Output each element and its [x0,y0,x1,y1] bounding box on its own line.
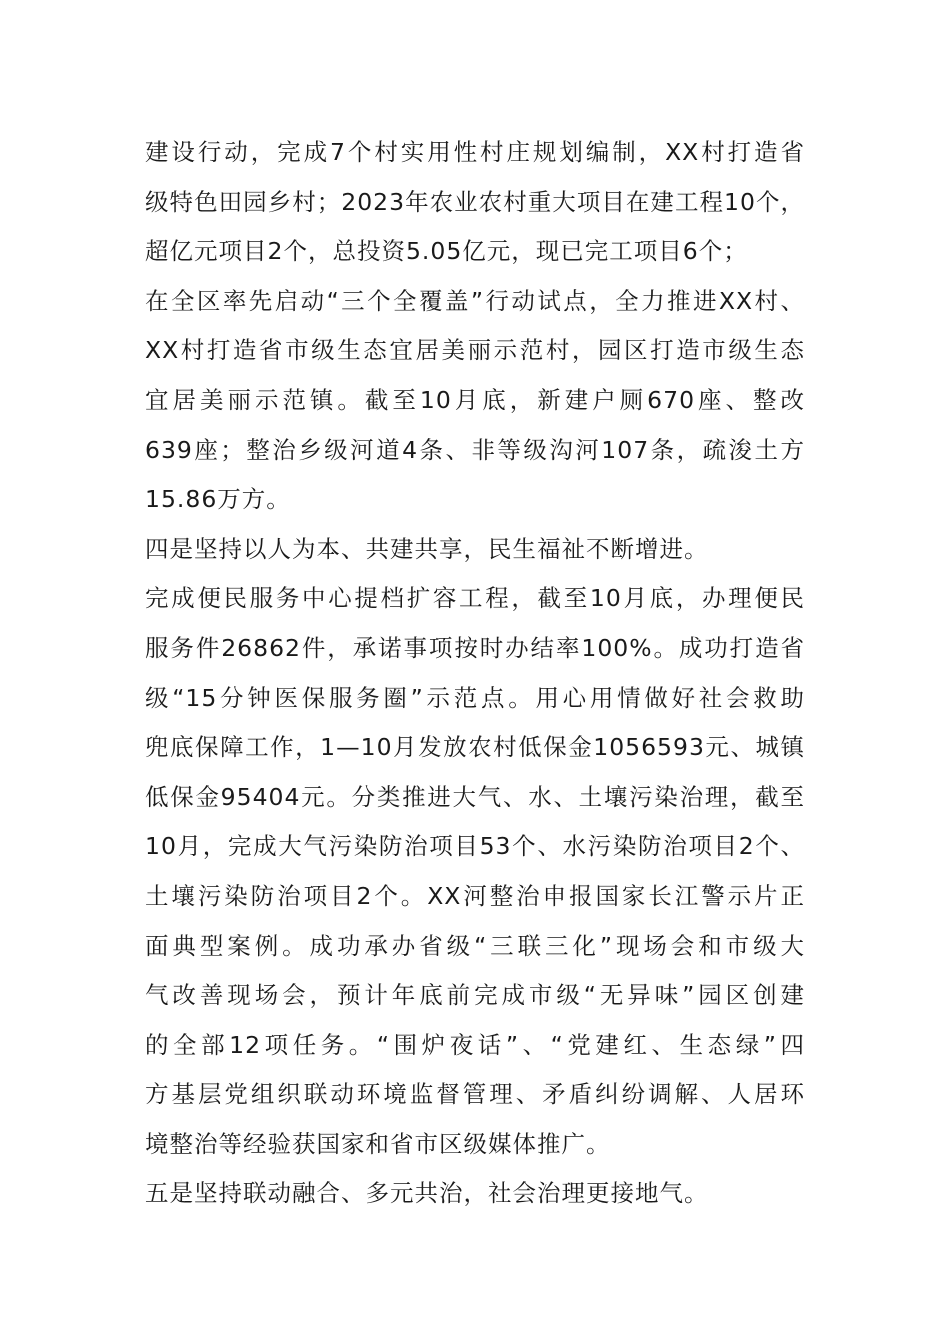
text-line: 完成便民服务中心提档扩容工程，截至10月底，办理便民 [145,584,805,613]
text-line: 低保金95404元。分类推进大气、水、土壤污染治理，截至 [145,782,805,811]
text-line: 级特色田园乡村；2023年农业农村重大项目在建工程10个， [145,187,805,216]
text-line: 宜居美丽示范镇。截至10月底，新建户厕670座、整改 [145,385,805,414]
text-line: 气改善现场会，预计年底前完成市级“无异味”园区创建 [145,981,805,1010]
text-line: 15.86万方。 [145,485,291,514]
text-line: 兜底保障工作，1—10月发放农村低保金1056593元、城镇 [145,733,805,762]
text-line: 级“15分钟医保服务圈”示范点。用心用情做好社会救助 [145,683,805,712]
text-line: 建设行动，完成7个村实用性村庄规划编制，XX村打造省 [145,138,805,166]
section-heading: 四是坚持以人为本、共建共享，民生福祉不断增进。 [145,534,709,563]
text-line: 639座；整治乡级河道4条、非等级沟河107条，疏浚土方 [145,435,805,464]
text-line: 境整治等经验获国家和省市区级媒体推广。 [145,1129,611,1158]
document-body [145,128,805,1219]
text-line: 超亿元项目2个，总投资5.05亿元，现已完工项目6个； [145,237,748,266]
text-line: 面典型案例。成功承办省级“三联三化”现场会和市级大 [145,931,805,960]
text-line: 的全部12项任务。“围炉夜话”、“党建红、生态绿”四 [145,1030,805,1059]
section-heading: 五是坚持联动融合、多元共治，社会治理更接地气。 [145,1179,709,1208]
text-line: 服务件26862件，承诺事项按时办结率100%。成功打造省 [145,633,805,662]
text-line: 10月，完成大气污染防治项目53个、水污染防治项目2个、 [145,832,805,861]
text-line: 方基层党组织联动环境监督管理、矛盾纠纷调解、人居环 [145,1080,805,1109]
text-line: 土壤污染防治项目2个。XX河整治申报国家长江警示片正 [145,881,805,910]
text-line: 在全区率先启动“三个全覆盖”行动试点，全力推进XX村、 [145,286,805,315]
text-line: XX村打造省市级生态宜居美丽示范村，园区打造市级生态 [145,336,805,365]
